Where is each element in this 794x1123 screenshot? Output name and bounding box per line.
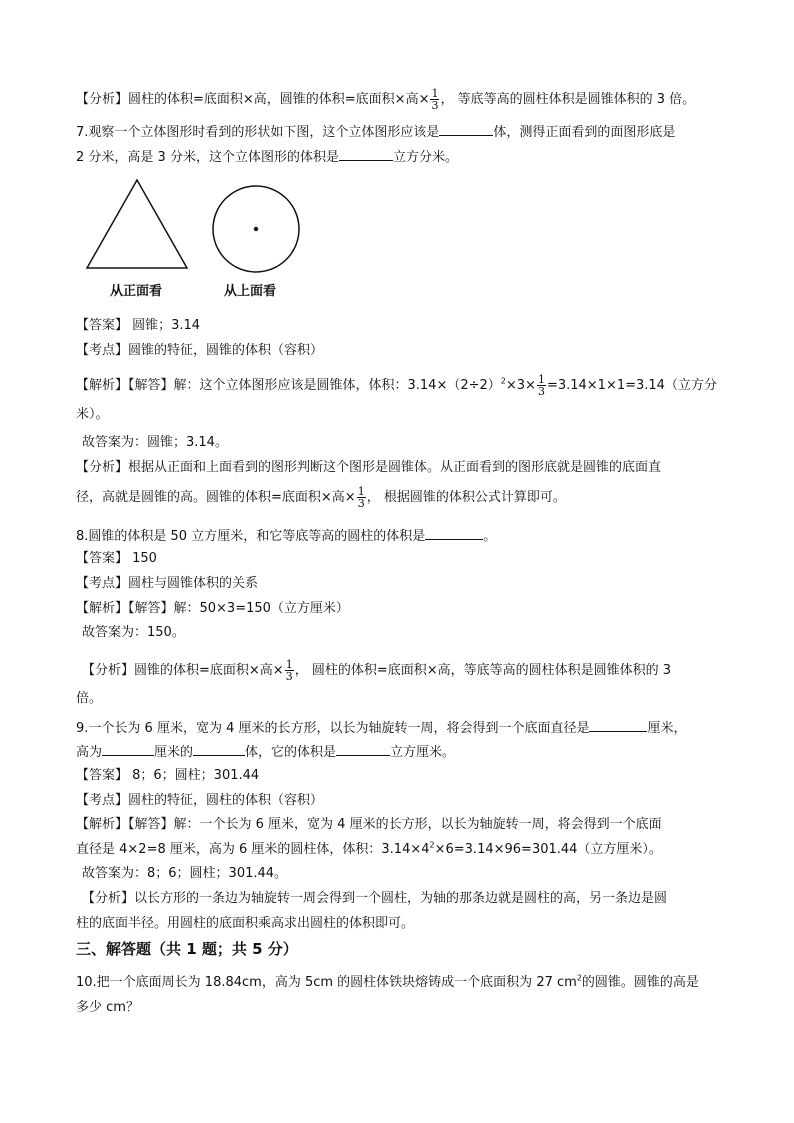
- center-dot: [254, 227, 258, 231]
- analysis-9: 【分析】以长方形的一条边为轴旋转一周会得到一个圆柱，为轴的那条边就是圆柱的高，另一条边是圆: [82, 891, 668, 906]
- question-9-cont: 高为 厘米的 体，它的体积是 立方厘米。: [76, 741, 455, 763]
- front-view-caption: 从正面看: [110, 284, 163, 299]
- answer-blank[interactable]: [193, 741, 245, 756]
- solution-7: 【解析】【解答】解：这个立体图形应该是圆锥体，体积：$3.14\times(2\div 2)^2\times 3\times$ $\frac{1}{3}$ =3.14×1×1=3.14（立方分: [76, 373, 717, 398]
- topic-8: 【考点】圆柱与圆锥体积的关系: [76, 576, 259, 591]
- answer-blank[interactable]: [339, 146, 393, 161]
- question-10: 10.把一个底面周长为 18.84cm，高为 5cm 的圆柱体铁块熔铸成一个底面积为 27 $cm^2$的圆锥。圆锥的高是: [76, 973, 699, 990]
- solution-7-cont: 米）。: [76, 407, 109, 422]
- front-view-triangle: [87, 180, 187, 268]
- analysis-line: 【分析】圆柱的体积=底面积×高，圆锥的体积=底面积×高× $\frac{1}{3}$ ， 等底等高的圆柱体积是圆锥体积的 3 倍。: [76, 87, 696, 112]
- question-10-cont: 多少 cm？: [76, 1000, 139, 1015]
- fraction-one-third: $\frac{1}{3}$: [285, 658, 293, 683]
- section-heading: 三、解答题（共 1 题；共 5 分）: [76, 940, 298, 958]
- solution-9-cont: 直径是 4×2=8 厘米，高为 6 厘米的圆柱体，体积：$3.14\times 4^2\times 6=3.14\times 96=301.44$（立方厘米）。: [76, 840, 662, 857]
- final-answer-7: 故答案为：圆锥；3.14。: [82, 435, 228, 450]
- solution-8: 【解析】【解答】解：50×3=150（立方厘米）: [76, 601, 349, 616]
- analysis-8: 【分析】圆锥的体积=底面积×高× $\frac{1}{3}$ ， 圆柱的体积=底面积×高，等底等高的圆柱体积是圆锥体积的 3: [82, 658, 672, 683]
- answer-blank[interactable]: [439, 121, 493, 136]
- analysis-8-cont: 倍。: [76, 691, 103, 706]
- fraction-one-third: $\frac{1}{3}$: [537, 373, 545, 398]
- question-8: 8.圆锥的体积是 50 立方厘米，和它等底等高的圆柱的体积是 。: [76, 525, 496, 547]
- answer-blank[interactable]: [425, 525, 483, 540]
- question-7-cont: 2 分米，高是 3 分米，这个立体图形的体积是 立方分米。: [76, 146, 458, 168]
- topic-7: 【考点】圆锥的特征，圆锥的体积（容积）: [76, 343, 324, 358]
- solution-9: 【解析】【解答】解：一个长为 6 厘米，宽为 4 厘米的长方形，以长为轴旋转一周，将会得到一个底面: [76, 817, 662, 832]
- fraction-one-third: $\frac{1}{3}$: [431, 87, 439, 112]
- final-answer-8: 故答案为：150。: [82, 625, 185, 640]
- analysis-7: 【分析】根据从正面和上面看到的图形判断这个图形是圆锥体。从正面看到的图形底就是圆锥的底面直: [76, 460, 662, 475]
- question-7: 7.观察一个立体图形时看到的形状如下图，这个立体图形应该是 体，测得正面看到的面图形底是: [76, 121, 675, 143]
- answer-7: 【答案】 圆锥；3.14: [76, 318, 201, 333]
- question-9: 9.一个长为 6 厘米，宽为 4 厘米的长方形，以长为轴旋转一周，将会得到一个底面直径是 厘米，: [76, 717, 687, 739]
- answer-9: 【答案】 8；6；圆柱；301.44: [76, 768, 260, 783]
- answer-blank[interactable]: [102, 741, 154, 756]
- answer-blank[interactable]: [336, 741, 390, 756]
- three-view-figure: [80, 170, 320, 305]
- answer-8: 【答案】 150: [76, 551, 157, 566]
- top-view-caption: 从上面看: [224, 284, 277, 299]
- analysis-7-cont: 径，高就是圆锥的高。圆锥的体积=底面积×高× $\frac{1}{3}$ ， 根据圆锥的体积公式计算即可。: [76, 485, 566, 510]
- analysis-9-cont: 柱的底面半径。用圆柱的底面积乘高求出圆柱的体积即可。: [76, 916, 415, 931]
- topic-9: 【考点】圆柱的特征，圆柱的体积（容积）: [76, 793, 324, 808]
- answer-blank[interactable]: [589, 717, 647, 732]
- fraction-one-third: $\frac{1}{3}$: [357, 485, 365, 510]
- final-answer-9: 故答案为：8；6；圆柱；301.44。: [82, 866, 288, 881]
